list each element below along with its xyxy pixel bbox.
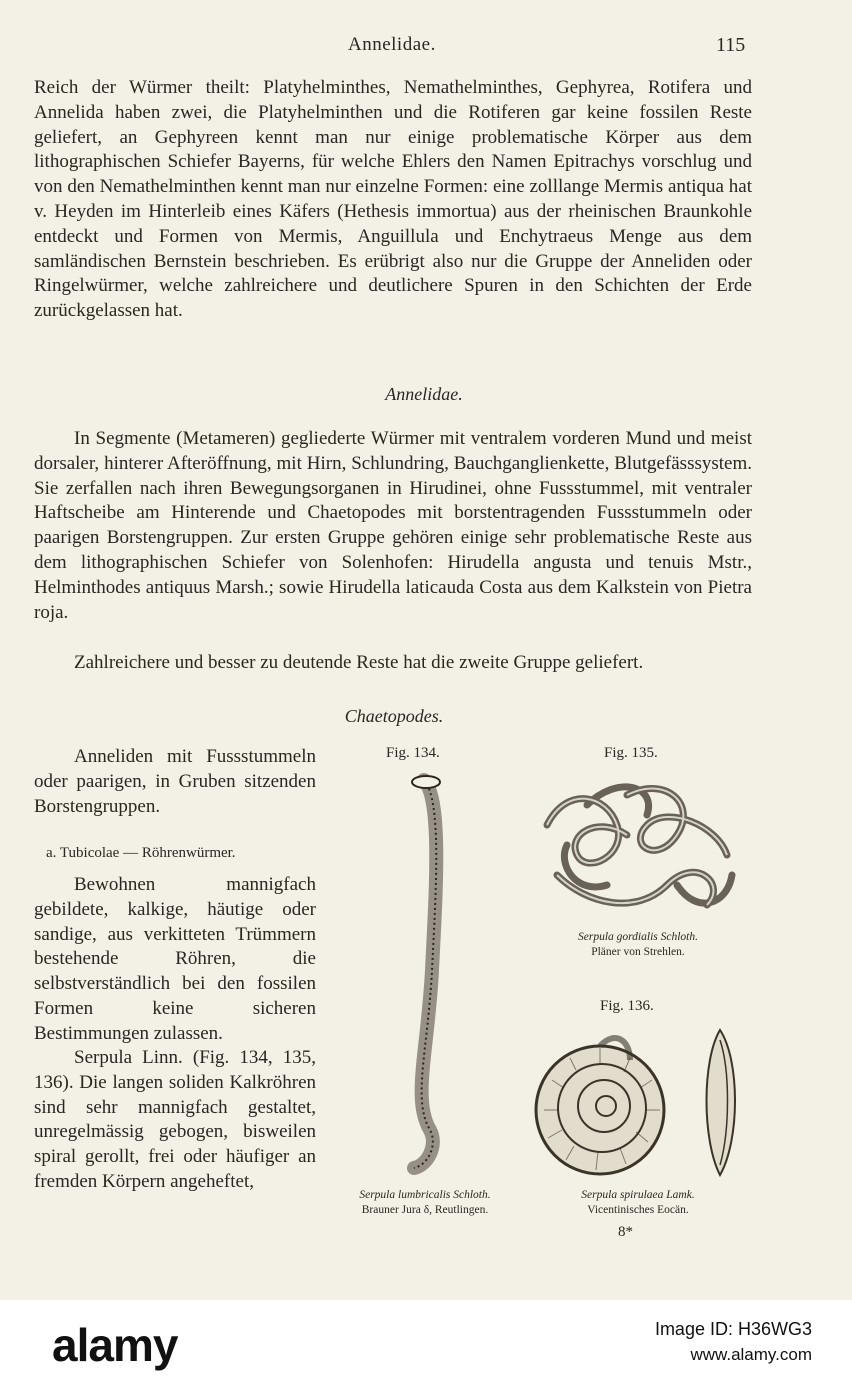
paragraph-serpula-text: Serpula Linn. (Fig. 134, 135, 136). Die langen soliden Kalkröhren sind sehr mannigfach gestaltet, unregelmässig gebogen, bisweilen spiral gerollt, frei oder häufiger an fremden Körpern angeheftet, [34, 1047, 316, 1192]
fig-135-caption [548, 930, 728, 960]
fig-135-label: Fig. 135. [604, 745, 658, 761]
fig-134-caption [330, 1188, 520, 1218]
paragraph-anneliden [34, 745, 316, 819]
fig-136-locality: Vicentinisches Eocän. [587, 1204, 689, 1216]
paragraph-serpula [34, 1046, 316, 1195]
paragraph-intro-text: Reich der Würmer theilt: Platyhelminthes, Nemathelminthes, Gephyrea, Rotifera und Annelida haben zwei, die Platyhelminthen und die Rotiferen gar keine fossilen Reste geliefert, an Gephyreen kennt man nur einige problematische Körper aus dem lithographischen Schiefer Bayerns, für welche Ehlers den Namen Epitrachys vorschlug und von den Nemathelminthen kennt man nur einzelne Formen: eine zolllange Mermis antiqua hat v. Heyden im Hinterleib eines Käfers (Hethesis immortua) aus der rheinischen Braunkohle entdeckt und Formen von Mermis, Anguillula und Enchytraeus Menge aus dem samländischen Bernstein beschrieben. Es erübrigt also nur die Gruppe der Anneliden oder Ringelwürmer, welche zahlreichere und deutlichere Spuren in den Schichten der Erde zurückgelassen hat. [34, 77, 752, 322]
paragraph-tubicolae [34, 873, 316, 1047]
fig-134-locality: Brauner Jura δ, Reutlingen. [361, 1204, 489, 1216]
fig-136-drawing [530, 1020, 750, 1185]
alamy-banner [0, 1300, 852, 1390]
image-id-block [655, 1316, 812, 1368]
subsection-tubicolae: a. Tubicolae — Röhrenwürmer. [46, 845, 236, 861]
site-url[interactable]: www.alamy.com [690, 1345, 812, 1364]
paragraph-second-group: Zahlreichere und besser zu deutende Reste hat die zweite Gruppe geliefert. [74, 652, 644, 673]
fig-134-label: Fig. 134. [386, 745, 440, 761]
alamy-logo[interactable]: alamy [52, 1319, 178, 1371]
paragraph-tubicolae-text: Bewohnen mannigfach gebildete, kalkige, häutige oder sandige, aus verkitteten Trümmern bestehende Röhren, die selbstverständlich bei den fossilen Formen keine sicheren Bestimmungen zulassen. [34, 874, 316, 1044]
fig-136-species: Serpula spirulaea Lamk. [581, 1189, 695, 1201]
fig-136-caption [548, 1188, 728, 1218]
fig-135-species: Serpula gordialis Schloth. [577, 931, 698, 943]
page-header [0, 34, 852, 64]
signature-mark: 8* [618, 1224, 633, 1240]
paragraph-annelidae-text: In Segmente (Metameren) gegliederte Würmer mit ventralem vorderen Mund und meist dorsaler, hinterer Afteröffnung, mit Hirn, Schlundring, Bauchganglienkette, Blutgefässsystem. Sie zerfallen nach ihren Bewegungsorganen in Hirudinei, ohne Fussstummel, mit ventraler Haftscheibe am Hinterende und Chaetopodes mit borstentragenden Fussstummeln oder paarigen Borstengruppen. Zur ersten Gruppe gehören einige sehr problematische Reste aus dem lithographischen Schiefer von Solenhofen: Hirudella angusta und tenuis Mstr., Helminthodes antiquus Marsh.; sowie Hirudella laticauda Costa aus dem Kalkstein von Pietra roja. [34, 428, 752, 623]
fig-134-species: Serpula lumbricalis Schloth. [359, 1189, 491, 1201]
section-title-chaetopodes: Chaetopodes. [344, 706, 444, 726]
paragraph-intro [34, 76, 752, 324]
running-title: Annelidae. [348, 34, 436, 55]
paragraph-annelidae [34, 427, 752, 625]
fig-136-label: Fig. 136. [600, 998, 654, 1014]
fig-135-drawing [527, 765, 747, 925]
fig-134-drawing [392, 770, 462, 1180]
image-id: Image ID: H36WG3 [654, 1319, 812, 1339]
section-title-annelidae: Annelidae. [385, 384, 463, 404]
fig-135-locality: Pläner von Strehlen. [591, 946, 685, 958]
page-number: 115 [716, 34, 746, 56]
paragraph-anneliden-text: Anneliden mit Fussstummeln oder paarigen, in Gruben sitzenden Borstengruppen. [34, 746, 316, 817]
